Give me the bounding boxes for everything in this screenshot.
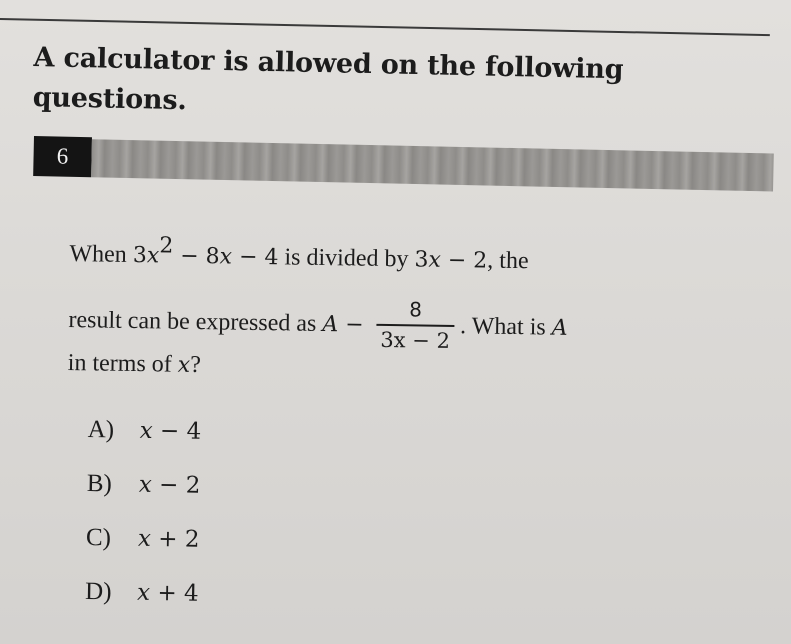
question-header-bar: [33, 136, 774, 191]
choice-letter: B): [86, 469, 113, 498]
polynomial-variable: x: [219, 244, 233, 270]
divisor-variable: x: [428, 247, 442, 273]
divisor-coefficient: 3: [414, 247, 429, 273]
choice-letter: D): [84, 577, 112, 606]
target-variable: A: [551, 315, 568, 341]
polynomial-lead-coefficient: 3: [132, 242, 147, 269]
question-text-segment: , the: [487, 247, 529, 275]
choice-letter: A): [87, 415, 115, 444]
question-line-2: [68, 294, 568, 357]
answer-choices: [84, 410, 488, 607]
choice-variable: x: [138, 471, 153, 499]
choice-expression: [139, 472, 201, 499]
question-line-3: [68, 350, 201, 379]
choice-letter: C): [85, 523, 112, 552]
expression-variable-a: A: [322, 311, 339, 338]
choice-term: − 2: [151, 472, 201, 499]
instruction-line-2: questions.: [32, 81, 187, 117]
fraction-denominator: 3x − 2: [376, 324, 454, 353]
question-number-badge: [33, 136, 92, 177]
x-variable: x: [177, 352, 191, 378]
question-text-segment: result can be expressed as: [68, 307, 317, 337]
choice-variable: x: [137, 525, 152, 553]
calculator-instruction: [32, 38, 654, 131]
choice-variable: x: [136, 579, 151, 606]
polynomial-exponent: 2: [159, 233, 174, 259]
question-line-1: [69, 232, 529, 275]
question-text-segment: When: [69, 240, 128, 268]
answer-choice-d[interactable]: [85, 572, 199, 614]
top-divider: [0, 18, 770, 36]
question-text-segment: in terms of: [67, 349, 172, 378]
polynomial-term: − 4: [231, 244, 279, 271]
question-text-segment: is divided by: [284, 244, 409, 273]
choice-term: − 4: [152, 418, 202, 445]
instruction-line-1: A calculator is allowed on the following: [33, 41, 624, 86]
fraction-numerator: 8: [409, 297, 423, 322]
polynomial-term: − 8: [173, 243, 220, 270]
answer-choice-b[interactable]: [87, 464, 201, 506]
choice-variable: x: [139, 417, 153, 445]
question-text: [67, 222, 770, 379]
choice-term: + 4: [149, 579, 199, 607]
question-text-segment: . What is: [459, 313, 546, 341]
question-number: 6: [56, 143, 69, 169]
fraction: [376, 297, 454, 353]
choice-expression: [137, 580, 199, 607]
expression-minus: −: [338, 312, 371, 338]
answer-choice-c[interactable]: [86, 518, 200, 560]
divisor-term: − 2: [440, 247, 488, 274]
polynomial-variable: x: [146, 243, 160, 269]
question-header-band: [91, 139, 774, 191]
choice-term: + 2: [150, 526, 200, 553]
choice-expression: [139, 418, 201, 445]
answer-choice-a[interactable]: [87, 410, 201, 452]
choice-expression: [138, 526, 200, 553]
question-mark: ?: [189, 351, 202, 379]
